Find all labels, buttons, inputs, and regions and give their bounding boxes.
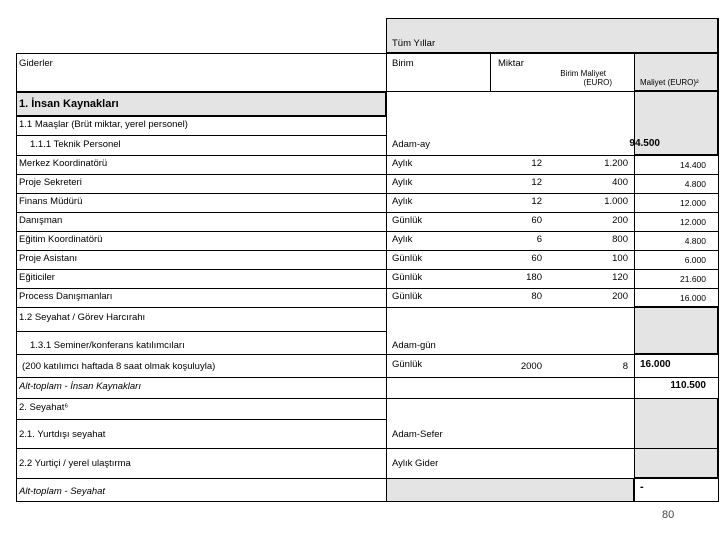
row-name: Danışman <box>19 215 63 226</box>
row-unit-cost: 1.200 <box>604 158 628 169</box>
header-shade-top <box>386 18 718 53</box>
row-name: Merkez Koordinatörü <box>19 158 108 169</box>
section-hr-title: 1. İnsan Kaynakları <box>19 98 119 110</box>
technical-staff-total: 94.500 <box>629 138 660 149</box>
row-unit: Günlük <box>392 253 423 264</box>
header-giderler: Giderler <box>19 58 53 69</box>
row-cost: 21.600 <box>680 274 706 284</box>
row-name: Proje Sekreteri <box>19 177 82 188</box>
row-unit-cost: 200 <box>612 291 628 302</box>
row-cost: 12.000 <box>680 198 706 208</box>
row-cost: 12.000 <box>680 217 706 227</box>
travel-abroad-label: 2.1. Yurtdışı seyahat <box>19 429 106 440</box>
row-qty: 180 <box>526 272 542 283</box>
row-qty: 12 <box>531 196 542 207</box>
subtotal-travel-label: Alt-toplam - Seyahat <box>19 486 106 497</box>
row-cost: 4.800 <box>684 179 706 189</box>
section-travel-title: 2. Seyahat⁶ <box>19 402 69 413</box>
row-unit: Günlük <box>392 215 423 226</box>
subtotal-hr-label: Alt-toplam - İnsan Kaynakları <box>19 381 141 392</box>
row-unit: Günlük <box>392 291 423 302</box>
technical-staff-label: 1.1.1 Teknik Personel <box>30 139 121 150</box>
travel-local-label: 2.2 Yurtiçi / yerel ulaştırma <box>19 458 131 469</box>
row-unit-cost: 100 <box>612 253 628 264</box>
row-qty: 60 <box>531 253 542 264</box>
row-cost: 4.800 <box>684 236 706 246</box>
header-miktar: Miktar <box>498 58 524 69</box>
row-cost: 14.400 <box>680 160 706 170</box>
row-qty: 60 <box>531 215 542 226</box>
travel-sub-shade <box>634 306 718 354</box>
participants-note: (200 katılımcı haftada 8 saat olmak koşuluyla) <box>22 361 216 372</box>
row-qty: 12 <box>531 177 542 188</box>
subtotal-travel-value: - <box>640 481 644 493</box>
row-unit: Aylık <box>392 177 413 188</box>
participants-note-cost: 16.000 <box>640 359 671 370</box>
row-unit: Aylık <box>392 234 413 245</box>
row-qty: 6 <box>536 234 542 245</box>
header-birim-maliyet-2: (EURO) <box>583 78 612 87</box>
section2-cost-shade <box>634 398 718 478</box>
row-name: Proje Asistanı <box>19 253 78 264</box>
row-name: Eğitim Koordinatörü <box>19 234 103 245</box>
subtotal-travel-shade <box>386 478 634 502</box>
subtotal-hr-value: 110.500 <box>670 380 706 391</box>
participants-note-qty: 2000 <box>520 361 542 372</box>
row-qty: 80 <box>531 291 542 302</box>
travel-local-unit: Aylık Gider <box>392 458 439 469</box>
page-number: 80 <box>662 509 675 521</box>
row-unit-cost: 400 <box>612 177 628 188</box>
participants-note-unit-cost: 8 <box>622 361 628 372</box>
technical-staff-unit: Adam-ay <box>392 139 431 150</box>
row-name: Eğiticiler <box>19 272 55 283</box>
travel-subheading: 1.2 Seyahat / Görev Harcırahı <box>19 312 146 323</box>
header-birim: Birim <box>392 58 414 69</box>
row-cost: 16.000 <box>680 293 706 303</box>
header-maliyet: Maliyet (EURO)² <box>640 78 699 87</box>
header-birim-maliyet-1: Birim Maliyet <box>560 69 606 78</box>
participants-unit: Adam-gün <box>392 340 436 351</box>
participants-label: 1.3.1 Seminer/konferans katılımcıları <box>30 340 185 351</box>
header-all-years: Tüm Yıllar <box>392 38 436 49</box>
salaries-subheading: 1.1 Maaşlar (Brüt miktar, yerel personel) <box>19 119 188 130</box>
row-unit: Aylık <box>392 196 413 207</box>
row-unit: Günlük <box>392 272 423 283</box>
row-name: Process Danışmanları <box>19 291 113 302</box>
row-unit-cost: 1.000 <box>604 196 628 207</box>
row-unit: Aylık <box>392 158 413 169</box>
row-unit-cost: 200 <box>612 215 628 226</box>
row-qty: 12 <box>531 158 542 169</box>
row-cost: 6.000 <box>684 255 706 265</box>
row-name: Finans Müdürü <box>19 196 83 207</box>
row-unit-cost: 120 <box>612 272 628 283</box>
travel-abroad-unit: Adam-Sefer <box>392 429 443 440</box>
row-unit-cost: 800 <box>612 234 628 245</box>
participants-note-unit: Günlük <box>392 359 423 370</box>
